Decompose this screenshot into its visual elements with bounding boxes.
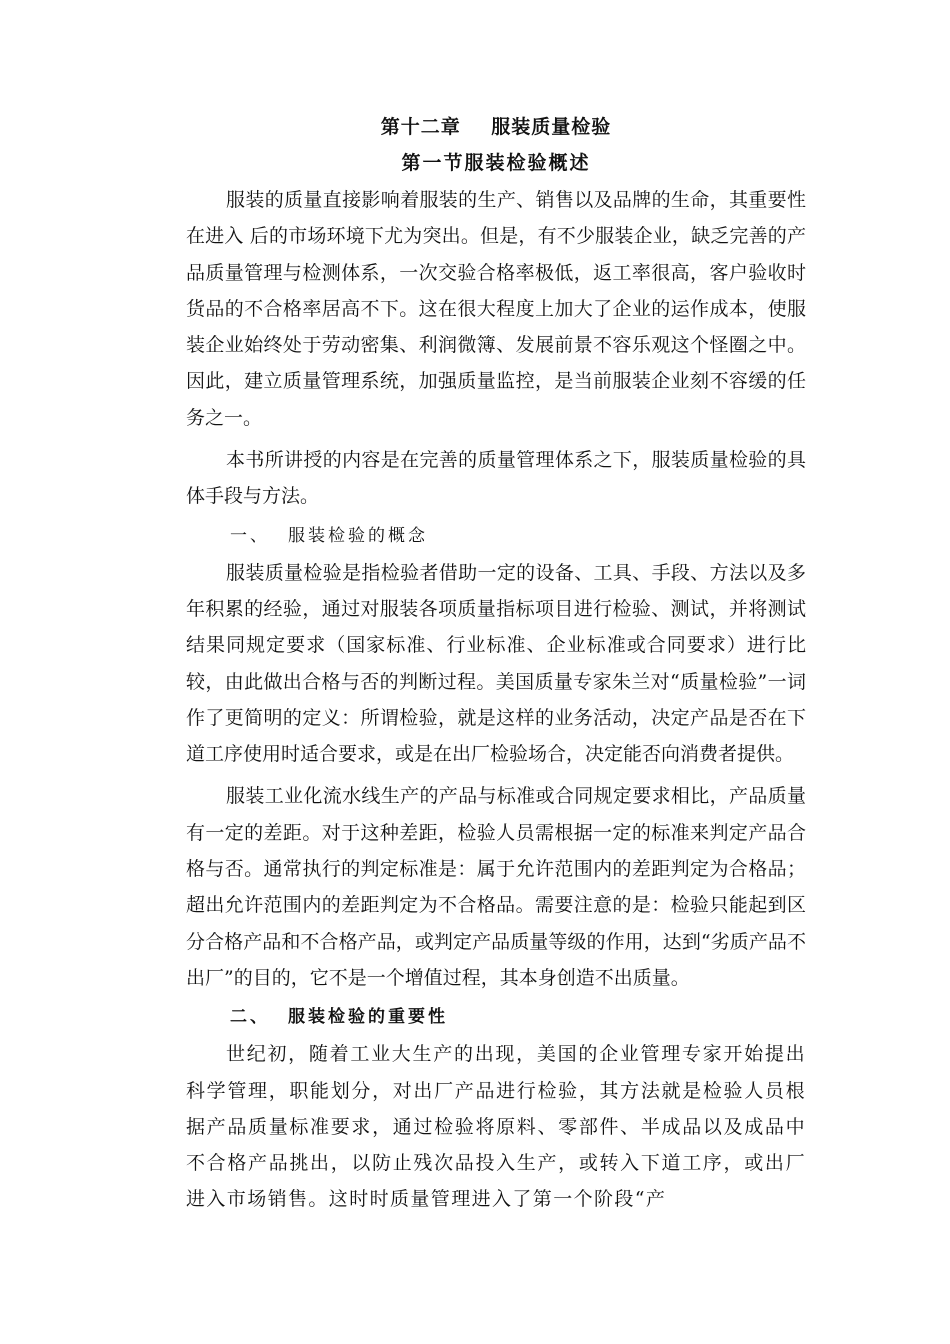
document-page (186, 112, 806, 1218)
body-paragraph: 服装的质量直接影响着服装的生产、销售以及品牌的生命，其重要性在进入 后的市场环境下尤为突出。但是，有不少服装企业，缺乏完善的产品质量管理与检测体系，一次交验合格率极低，返工率很高，客户验收时货品的不合格率居高不下。这在很大程度上加大了企业的运作成本，使服装企业始终处于劳动密集、利润微簿、发展前景不容乐观这个怪圈之中。因此，建立质量管理系统，加强质量监控，是当前服装企业刻不容缓的任务之一。 (186, 189, 806, 429)
heading-text: 服装检验的概念 (288, 525, 428, 546)
heading-importance (186, 1002, 806, 1032)
heading-concept (186, 521, 806, 551)
heading-number: 一、 (230, 525, 270, 546)
body-paragraph: 服装质量检验是指检验者借助一定的设备、工具、手段、方法以及多年积累的经验，通过对服装各项质量指标项目进行检验、测试，并将测试结果同规定要求（国家标准、行业标准、企业标准或合同要求）进行比较，由此做出合格与否的判断过程。美国质量专家朱兰对“质量检验”一词作了更简明的定义：所谓检验，就是这样的业务活动，决定产品是否在下道工序使用时适合要求，或是在出厂检验场合，决定能否向消费者提供。 (186, 561, 806, 766)
heading-text: 服装检验的重要性 (288, 1007, 448, 1028)
body-paragraph: 本书所讲授的内容是在完善的质量管理体系之下，服装质量检验的具体手段与方法。 (186, 449, 806, 508)
section-title: 第一节服装检验概述 (401, 152, 591, 174)
heading-number: 二、 (230, 1007, 270, 1028)
body-paragraph: 世纪初，随着工业大生产的出现，美国的企业管理专家开始提出科学管理，职能划分，对出厂产品进行检验，其方法就是检验人员根据产品质量标准要求，通过检验将原料、零部件、半成品以及成品中不合格产品挑出，以防止残次品投入生产，或转入下道工序，或出厂进入市场销售。这时时质量管理进入了第一个阶段“产 (186, 1043, 806, 1211)
body-paragraph: 服装工业化流水线生产的产品与标准或合同规定要求相比，产品质量有一定的差距。对于这种差距，检验人员需根据一定的标准来判定产品合格与否。通常执行的判定标准是：属于允许范围内的差距判定为合格品；超出允许范围内的差距判定为不合格品。需要注意的是：检验只能起到区分合格产品和不合格产品，或判定产品质量等级的作用，达到“劣质产品不出厂”的目的，它不是一个增值过程，其本身创造不出质量。 (186, 785, 806, 989)
chapter-title: 第十二章 服装质量检验 (380, 116, 612, 138)
